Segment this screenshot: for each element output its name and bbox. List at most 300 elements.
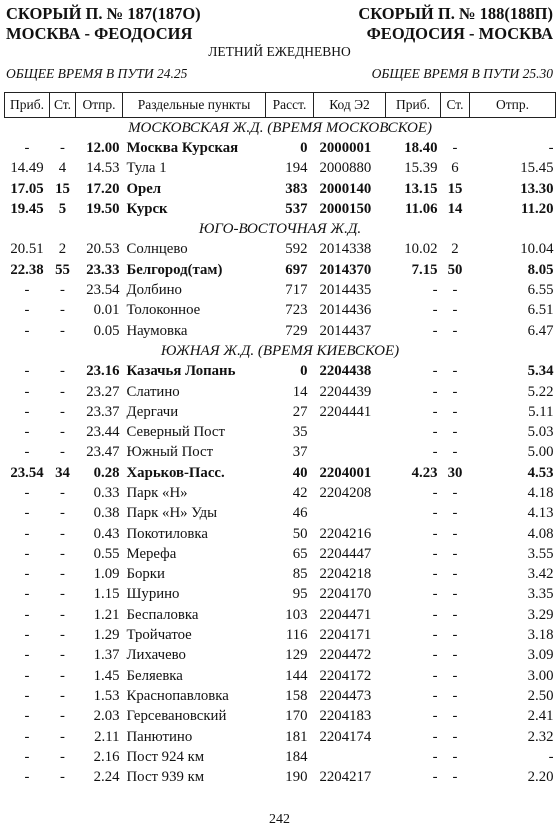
cell-arrival-return: 15.39 bbox=[404, 160, 438, 177]
cell-station: Лихачево bbox=[126, 647, 186, 664]
cell-distance: 95 bbox=[292, 586, 308, 603]
cell-stop-return: - bbox=[452, 728, 458, 745]
cell-departure: 2.03 bbox=[93, 708, 120, 725]
cell-distance: 85 bbox=[292, 566, 308, 583]
cell-station: Парк «Н» Уды bbox=[126, 505, 218, 522]
cell-arrival-return: - bbox=[432, 403, 438, 420]
cell-departure: 2.16 bbox=[93, 748, 120, 765]
cell-arrival-return: 13.15 bbox=[404, 180, 438, 197]
cell-departure-return: 3.42 bbox=[527, 566, 554, 583]
cell-stop: - bbox=[60, 383, 65, 400]
cell-stop: - bbox=[60, 282, 65, 299]
col-header-arrival: Приб. bbox=[5, 93, 50, 118]
cell-departure-return: 2.41 bbox=[527, 708, 554, 725]
cell-code bbox=[314, 422, 386, 442]
col-header-code: Код Э2 bbox=[314, 93, 386, 118]
cell-arrival-return: - bbox=[432, 687, 438, 704]
cell-station: Тула 1 bbox=[126, 160, 167, 177]
cell-arrival: 17.05 bbox=[10, 180, 44, 197]
cell-stop: - bbox=[60, 586, 65, 603]
cell-code: 2000150 bbox=[319, 200, 372, 217]
cell-station: Москва Курская bbox=[126, 139, 239, 156]
cell-distance: 383 bbox=[285, 180, 308, 197]
cell-station: Борки bbox=[126, 566, 165, 583]
cell-distance: 37 bbox=[292, 444, 308, 461]
cell-departure-return: 3.55 bbox=[527, 545, 554, 562]
col-header-departure: Отпр. bbox=[76, 93, 123, 118]
cell-departure: 1.29 bbox=[93, 627, 120, 644]
cell-departure-return: 4.18 bbox=[527, 484, 554, 501]
table-row bbox=[5, 686, 556, 706]
cell-departure-return: 4.13 bbox=[527, 505, 554, 522]
cell-code bbox=[314, 747, 386, 767]
cell-departure: 23.54 bbox=[86, 282, 120, 299]
cell-distance: 0 bbox=[300, 139, 308, 156]
table-row bbox=[5, 301, 556, 321]
cell-arrival: - bbox=[24, 484, 30, 501]
cell-departure-return: 6.47 bbox=[527, 322, 554, 339]
cell-distance: 537 bbox=[285, 200, 308, 217]
table-row bbox=[5, 585, 556, 605]
cell-code: 2204218 bbox=[319, 566, 372, 583]
cell-code: 2204171 bbox=[319, 627, 372, 644]
cell-stop: - bbox=[60, 647, 65, 664]
cell-station: Пост 924 км bbox=[126, 748, 205, 765]
cell-arrival: - bbox=[24, 647, 30, 664]
table-row bbox=[5, 625, 556, 645]
cell-station: Мерефа bbox=[126, 545, 177, 562]
railway-section-header bbox=[5, 341, 556, 361]
col-header-arrival-return: Приб. bbox=[386, 93, 441, 118]
cell-station: Харьков-Пасс. bbox=[126, 464, 225, 481]
table-row bbox=[5, 199, 556, 219]
cell-station: Северный Пост bbox=[126, 424, 225, 441]
cell-station: Дергачи bbox=[126, 403, 179, 420]
cell-code: 2204441 bbox=[319, 403, 372, 420]
table-row bbox=[5, 646, 556, 666]
cell-distance: 592 bbox=[285, 241, 308, 258]
cell-stop-return: - bbox=[452, 566, 458, 583]
cell-stop: 55 bbox=[55, 261, 70, 278]
cell-code: 2204170 bbox=[319, 586, 372, 603]
table-row bbox=[5, 483, 556, 503]
cell-arrival: - bbox=[24, 322, 30, 339]
cell-stop-return: 6 bbox=[451, 160, 459, 177]
cell-code: 2204217 bbox=[319, 769, 372, 786]
train-title-left: СКОРЫЙ П. № 187(187О) bbox=[6, 4, 201, 23]
table-row bbox=[5, 443, 556, 463]
cell-station: Слатино bbox=[126, 383, 180, 400]
cell-arrival: - bbox=[24, 505, 30, 522]
cell-code: 2014437 bbox=[319, 322, 372, 339]
route-left: МОСКВА - ФЕОДОСИЯ bbox=[6, 24, 193, 43]
cell-arrival: - bbox=[24, 667, 30, 684]
cell-departure: 2.24 bbox=[93, 769, 120, 786]
cell-distance: 723 bbox=[285, 302, 308, 319]
cell-departure-return: 3.29 bbox=[527, 606, 554, 623]
cell-code: 2204471 bbox=[319, 606, 372, 623]
table-row bbox=[5, 382, 556, 402]
cell-station: Белгород(там) bbox=[126, 261, 223, 278]
cell-distance: 190 bbox=[285, 769, 308, 786]
cell-arrival-return: - bbox=[432, 728, 438, 745]
cell-station: Солнцево bbox=[126, 241, 188, 258]
cell-arrival: - bbox=[24, 139, 30, 156]
cell-departure-return: 5.34 bbox=[527, 363, 554, 380]
cell-departure: 17.20 bbox=[86, 180, 120, 197]
cell-departure: 23.16 bbox=[86, 363, 120, 380]
cell-arrival-return: - bbox=[432, 708, 438, 725]
cell-stop: - bbox=[60, 444, 65, 461]
cell-arrival-return: - bbox=[432, 769, 438, 786]
cell-departure-return: 3.09 bbox=[527, 647, 554, 664]
cell-distance: 158 bbox=[285, 687, 308, 704]
cell-code: 2014435 bbox=[319, 282, 372, 299]
cell-distance: 27 bbox=[292, 403, 308, 420]
cell-code: 2000001 bbox=[319, 139, 372, 156]
cell-stop-return: - bbox=[452, 322, 458, 339]
cell-code: 2204472 bbox=[319, 647, 372, 664]
table-row bbox=[5, 362, 556, 382]
table-row bbox=[5, 707, 556, 727]
table-row bbox=[5, 138, 556, 158]
cell-arrival: - bbox=[24, 586, 30, 603]
cell-departure-return: 3.00 bbox=[527, 667, 554, 684]
cell-code bbox=[314, 443, 386, 463]
table-row bbox=[5, 504, 556, 524]
cell-arrival-return: - bbox=[432, 667, 438, 684]
cell-code: 2204447 bbox=[319, 545, 372, 562]
cell-stop: - bbox=[60, 728, 65, 745]
cell-code: 2204001 bbox=[319, 464, 372, 481]
railway-section-header bbox=[5, 118, 556, 139]
cell-stop: 34 bbox=[55, 464, 70, 481]
cell-departure: 2.11 bbox=[94, 728, 120, 745]
table-row bbox=[5, 422, 556, 442]
cell-stop-return: - bbox=[452, 667, 458, 684]
cell-distance: 42 bbox=[292, 484, 308, 501]
cell-arrival-return: - bbox=[432, 647, 438, 664]
cell-departure-return: 5.03 bbox=[527, 424, 554, 441]
cell-arrival: 19.45 bbox=[10, 200, 44, 217]
cell-stop-return: - bbox=[452, 769, 458, 786]
section-title: МОСКОВСКАЯ Ж.Д. (ВРЕМЯ МОСКОВСКОЕ) bbox=[128, 119, 432, 136]
table-row bbox=[5, 280, 556, 300]
cell-code: 2204439 bbox=[319, 383, 372, 400]
table-row bbox=[5, 321, 556, 341]
table-row bbox=[5, 666, 556, 686]
cell-stop-return: - bbox=[452, 505, 458, 522]
cell-stop-return: - bbox=[452, 525, 458, 542]
cell-stop: - bbox=[60, 769, 65, 786]
cell-stop-return: - bbox=[452, 484, 458, 501]
train-title-right: СКОРЫЙ П. № 188(188П) bbox=[358, 4, 553, 23]
col-header-distance: Расст. bbox=[266, 93, 314, 118]
cell-code: 2204208 bbox=[319, 484, 372, 501]
cell-station: Наумовка bbox=[126, 322, 188, 339]
cell-code: 2014338 bbox=[319, 241, 372, 258]
cell-stop-return: 30 bbox=[447, 464, 463, 481]
table-row bbox=[5, 565, 556, 585]
cell-stop-return: 15 bbox=[447, 180, 463, 197]
table-row bbox=[5, 605, 556, 625]
col-header-stations: Раздельные пункты bbox=[123, 93, 266, 118]
table-row bbox=[5, 260, 556, 280]
page-number: 242 bbox=[269, 812, 290, 827]
cell-departure: 1.53 bbox=[93, 687, 120, 704]
cell-station: Долбино bbox=[126, 282, 182, 299]
cell-stop: - bbox=[60, 687, 65, 704]
cell-arrival: - bbox=[24, 769, 30, 786]
cell-distance: 103 bbox=[285, 606, 308, 623]
cell-code: 2204473 bbox=[319, 687, 372, 704]
cell-departure-return: - bbox=[548, 748, 554, 765]
col-header-departure-return: Отпр. bbox=[470, 93, 556, 118]
travel-time-right: ОБЩЕЕ ВРЕМЯ В ПУТИ 25.30 bbox=[371, 66, 553, 81]
cell-stop: - bbox=[60, 606, 65, 623]
cell-departure-return: 15.45 bbox=[520, 160, 554, 177]
cell-arrival: - bbox=[24, 282, 30, 299]
cell-departure-return: 2.20 bbox=[527, 769, 554, 786]
cell-stop: - bbox=[60, 484, 65, 501]
timetable-body bbox=[5, 118, 556, 788]
table-row bbox=[5, 524, 556, 544]
cell-station: Южный Пост bbox=[126, 444, 214, 461]
table-row bbox=[5, 179, 556, 199]
cell-arrival-return: - bbox=[432, 586, 438, 603]
cell-arrival-return: 7.15 bbox=[411, 261, 438, 278]
cell-stop: - bbox=[60, 748, 65, 765]
cell-departure-return: 3.18 bbox=[527, 627, 554, 644]
cell-stop-return: - bbox=[452, 545, 458, 562]
cell-departure-return: - bbox=[548, 139, 554, 156]
cell-distance: 194 bbox=[285, 160, 308, 177]
cell-arrival: - bbox=[24, 383, 30, 400]
cell-arrival-return: - bbox=[432, 748, 438, 765]
cell-arrival-return: 18.40 bbox=[404, 139, 438, 156]
cell-departure: 12.00 bbox=[86, 139, 120, 156]
cell-arrival-return: - bbox=[432, 424, 438, 441]
cell-stop: - bbox=[60, 424, 65, 441]
cell-stop-return: - bbox=[452, 687, 458, 704]
cell-arrival-return: 4.23 bbox=[411, 464, 438, 481]
cell-stop: - bbox=[60, 708, 65, 725]
cell-distance: 14 bbox=[292, 383, 308, 400]
cell-distance: 144 bbox=[285, 667, 308, 684]
cell-stop-return: - bbox=[452, 444, 458, 461]
cell-departure: 0.01 bbox=[93, 302, 120, 319]
cell-stop: - bbox=[60, 322, 65, 339]
cell-stop: - bbox=[60, 403, 65, 420]
cell-distance: 170 bbox=[285, 708, 308, 725]
cell-departure-return: 4.08 bbox=[527, 525, 554, 542]
cell-distance: 46 bbox=[292, 505, 308, 522]
cell-departure-return: 2.32 bbox=[527, 728, 554, 745]
cell-departure: 23.27 bbox=[86, 383, 120, 400]
cell-stop: - bbox=[60, 566, 65, 583]
cell-arrival: - bbox=[24, 403, 30, 420]
cell-departure: 0.28 bbox=[93, 464, 120, 481]
cell-stop: 4 bbox=[58, 160, 67, 177]
cell-arrival: - bbox=[24, 545, 30, 562]
cell-stop: 2 bbox=[58, 241, 67, 258]
cell-station: Краснопавловка bbox=[126, 687, 229, 704]
cell-distance: 35 bbox=[292, 424, 308, 441]
cell-code: 2204216 bbox=[319, 525, 372, 542]
table-row bbox=[5, 463, 556, 483]
cell-distance: 697 bbox=[285, 261, 308, 278]
cell-departure-return: 13.30 bbox=[520, 180, 554, 197]
col-header-stop-return: Ст. bbox=[441, 93, 470, 118]
cell-stop: - bbox=[60, 302, 65, 319]
cell-arrival: - bbox=[24, 627, 30, 644]
cell-distance: 184 bbox=[285, 748, 308, 765]
cell-departure: 0.43 bbox=[93, 525, 120, 542]
cell-stop: 15 bbox=[55, 180, 70, 197]
cell-stop-return: 14 bbox=[447, 200, 463, 217]
cell-station: Тройчатое bbox=[126, 627, 192, 644]
cell-code: 2000880 bbox=[319, 160, 372, 177]
cell-stop-return: 2 bbox=[451, 241, 459, 258]
cell-departure: 23.44 bbox=[86, 424, 120, 441]
cell-stop: - bbox=[60, 139, 65, 156]
cell-stop: 5 bbox=[58, 200, 67, 217]
cell-arrival-return: 11.06 bbox=[405, 200, 438, 217]
cell-code bbox=[314, 504, 386, 524]
cell-arrival: 23.54 bbox=[10, 464, 44, 481]
cell-station: Герсевановский bbox=[126, 708, 227, 725]
cell-stop: - bbox=[60, 505, 65, 522]
cell-arrival: 22.38 bbox=[10, 261, 44, 278]
cell-station: Казачья Лопань bbox=[126, 363, 236, 380]
cell-departure-return: 2.50 bbox=[527, 687, 554, 704]
cell-arrival-return: - bbox=[432, 484, 438, 501]
cell-stop-return: - bbox=[452, 363, 458, 380]
cell-arrival: - bbox=[24, 424, 30, 441]
cell-stop-return: - bbox=[452, 403, 458, 420]
cell-departure-return: 11.20 bbox=[521, 200, 554, 217]
cell-arrival-return: - bbox=[432, 545, 438, 562]
table-header-row bbox=[5, 93, 556, 118]
cell-station: Толоконное bbox=[126, 302, 201, 319]
cell-distance: 50 bbox=[292, 525, 308, 542]
cell-arrival: - bbox=[24, 444, 30, 461]
cell-departure: 23.47 bbox=[86, 444, 120, 461]
cell-stop-return: - bbox=[452, 647, 458, 664]
frequency-label: ЛЕТНИЙ ЕЖЕДНЕВНО bbox=[208, 44, 351, 59]
table-row bbox=[5, 727, 556, 747]
cell-arrival: - bbox=[24, 363, 30, 380]
cell-departure-return: 10.04 bbox=[520, 241, 554, 258]
cell-code: 2204172 bbox=[319, 667, 372, 684]
cell-code: 2014370 bbox=[319, 261, 372, 278]
cell-stop: - bbox=[60, 363, 65, 380]
table-row bbox=[5, 402, 556, 422]
cell-departure-return: 5.22 bbox=[527, 383, 554, 400]
cell-station: Орел bbox=[126, 180, 162, 197]
cell-departure: 0.55 bbox=[93, 545, 120, 562]
cell-arrival-return: - bbox=[432, 566, 438, 583]
section-title: ЮЖНАЯ Ж.Д. (ВРЕМЯ КИЕВСКОЕ) bbox=[160, 342, 400, 359]
cell-distance: 116 bbox=[285, 627, 308, 644]
cell-departure: 20.53 bbox=[86, 241, 120, 258]
cell-departure: 1.45 bbox=[93, 667, 120, 684]
cell-departure-return: 5.11 bbox=[528, 403, 554, 420]
cell-stop-return: - bbox=[452, 627, 458, 644]
cell-arrival-return: - bbox=[432, 383, 438, 400]
cell-arrival: - bbox=[24, 566, 30, 583]
cell-station: Курск bbox=[126, 200, 168, 217]
cell-stop-return: - bbox=[452, 424, 458, 441]
cell-arrival: - bbox=[24, 687, 30, 704]
cell-departure: 1.15 bbox=[93, 586, 120, 603]
cell-station: Панютино bbox=[126, 728, 193, 745]
cell-stop-return: 50 bbox=[447, 261, 463, 278]
cell-departure: 23.37 bbox=[86, 403, 120, 420]
cell-departure: 19.50 bbox=[86, 200, 120, 217]
cell-stop-return: - bbox=[452, 302, 458, 319]
cell-station: Беспаловка bbox=[126, 606, 199, 623]
cell-arrival-return: - bbox=[432, 302, 438, 319]
col-header-stop: Ст. bbox=[50, 93, 76, 118]
cell-code: 2014436 bbox=[319, 302, 372, 319]
table-row bbox=[5, 747, 556, 767]
table-row bbox=[5, 240, 556, 260]
cell-arrival: - bbox=[24, 708, 30, 725]
cell-arrival-return: - bbox=[432, 505, 438, 522]
cell-distance: 729 bbox=[285, 322, 308, 339]
cell-arrival: - bbox=[24, 728, 30, 745]
cell-arrival-return: - bbox=[432, 363, 438, 380]
cell-arrival-return: - bbox=[432, 525, 438, 542]
table-row bbox=[5, 159, 556, 179]
cell-arrival: - bbox=[24, 302, 30, 319]
cell-stop: - bbox=[60, 545, 65, 562]
cell-arrival-return: - bbox=[432, 627, 438, 644]
cell-departure: 1.37 bbox=[93, 647, 120, 664]
timetable bbox=[4, 92, 556, 788]
cell-departure-return: 8.05 bbox=[527, 261, 554, 278]
cell-arrival-return: - bbox=[432, 282, 438, 299]
cell-stop: - bbox=[60, 525, 65, 542]
cell-distance: 65 bbox=[292, 545, 308, 562]
cell-distance: 0 bbox=[300, 363, 308, 380]
cell-arrival: 20.51 bbox=[10, 241, 44, 258]
cell-station: Покотиловка bbox=[126, 525, 208, 542]
cell-station: Парк «Н» bbox=[126, 484, 188, 501]
cell-departure: 14.53 bbox=[86, 160, 120, 177]
travel-time-left: ОБЩЕЕ ВРЕМЯ В ПУТИ 24.25 bbox=[6, 66, 188, 81]
cell-distance: 40 bbox=[292, 464, 308, 481]
cell-station: Шурино bbox=[126, 586, 180, 603]
cell-arrival: - bbox=[24, 525, 30, 542]
table-row bbox=[5, 768, 556, 788]
cell-arrival-return: - bbox=[432, 606, 438, 623]
cell-arrival-return: 10.02 bbox=[404, 241, 438, 258]
cell-stop-return: - bbox=[452, 586, 458, 603]
cell-departure-return: 6.55 bbox=[527, 282, 554, 299]
cell-distance: 181 bbox=[285, 728, 308, 745]
cell-stop-return: - bbox=[452, 748, 458, 765]
railway-section-header bbox=[5, 219, 556, 239]
cell-station: Беляевка bbox=[126, 667, 183, 684]
cell-arrival: 14.49 bbox=[10, 160, 44, 177]
cell-departure: 0.38 bbox=[93, 505, 120, 522]
cell-arrival: - bbox=[24, 748, 30, 765]
cell-distance: 717 bbox=[285, 282, 308, 299]
cell-departure: 0.33 bbox=[93, 484, 120, 501]
route-right: ФЕОДОСИЯ - МОСКВА bbox=[366, 24, 553, 43]
